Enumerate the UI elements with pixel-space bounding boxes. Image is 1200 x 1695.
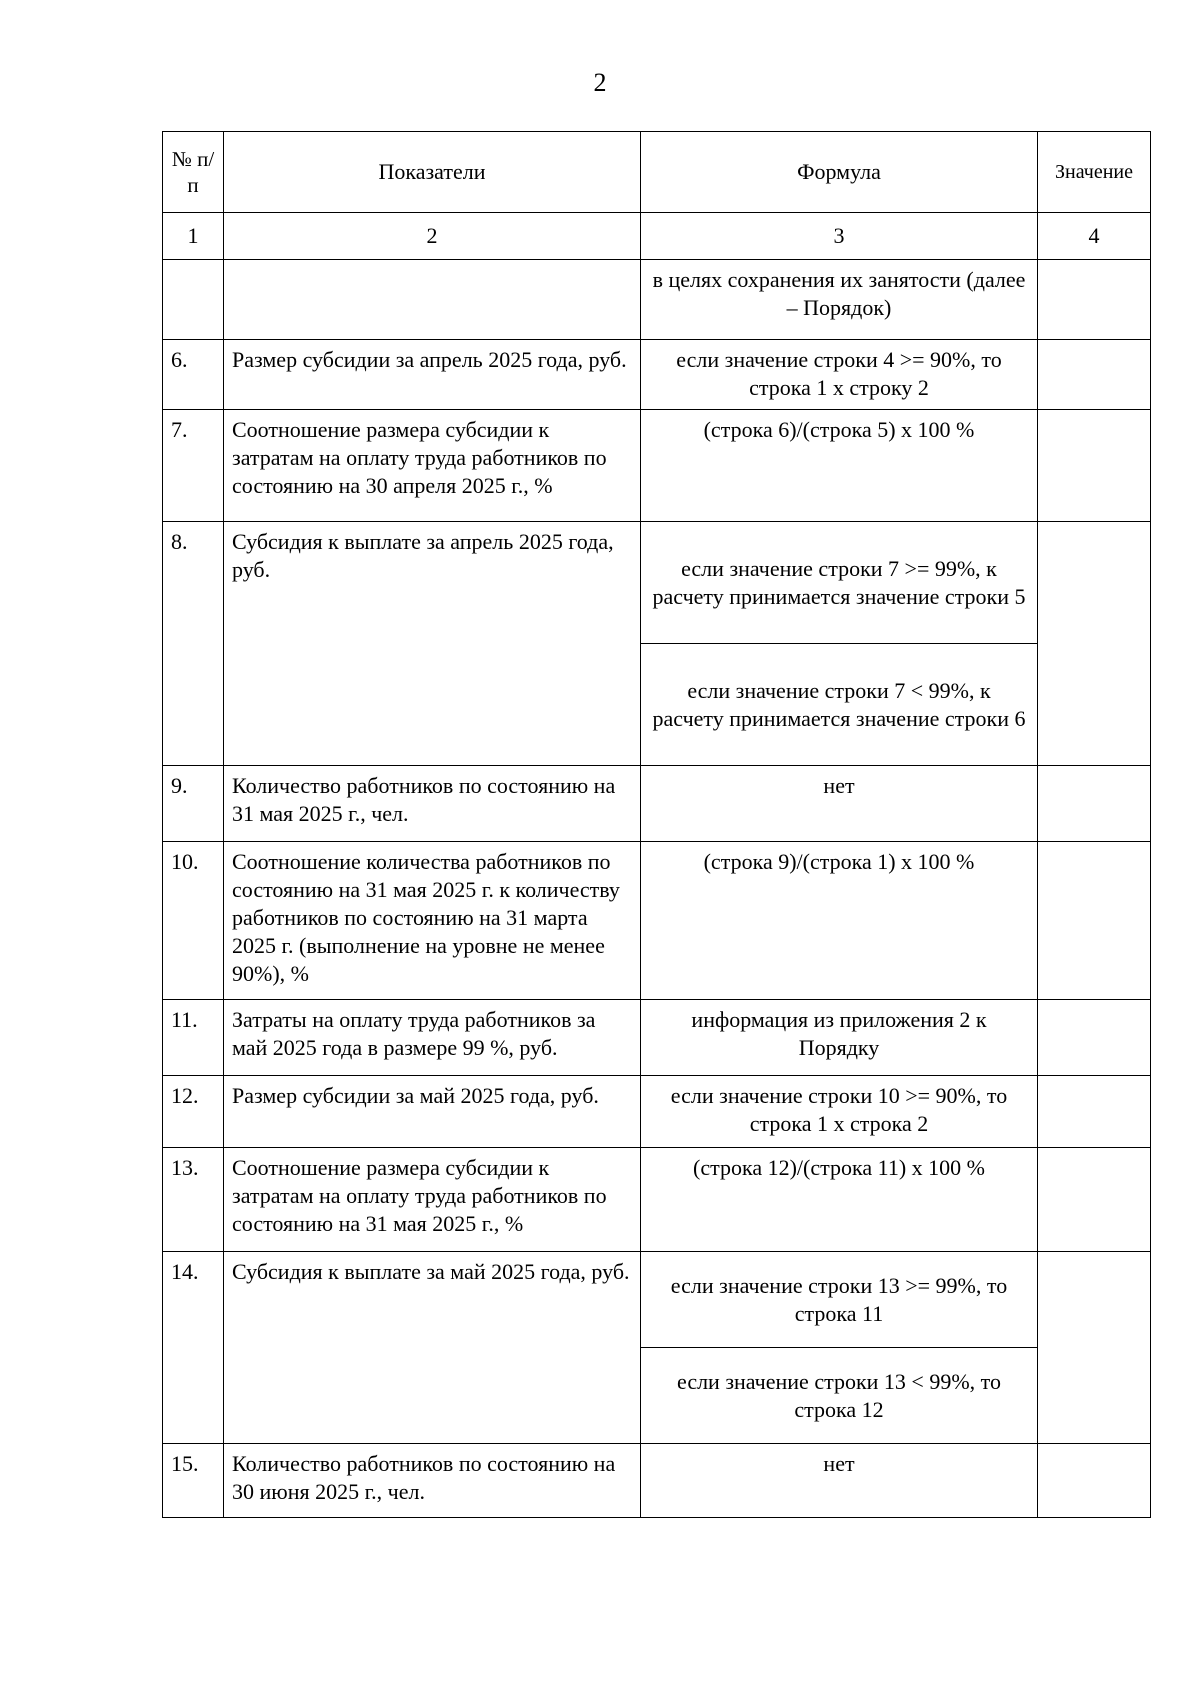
- row-indicator-cell: Субсидия к выплате за май 2025 года, руб.: [224, 1252, 641, 1444]
- table-row: [163, 1148, 1151, 1252]
- row-num-cell: [163, 260, 224, 340]
- row-formula-cell: если значение строки 4 >= 90%, то строка 1 х строку 2: [641, 340, 1038, 410]
- row-value-cell: [1038, 842, 1151, 1000]
- page-number: 2: [593, 68, 607, 97]
- row-indicator-cell: Количество работников по состоянию на 31 мая 2025 г., чел.: [224, 766, 641, 842]
- row-formula-cell: (строка 6)/(строка 5) х 100 %: [641, 410, 1038, 522]
- row-formula-cell: нет: [641, 766, 1038, 842]
- table-row: [163, 1076, 1151, 1148]
- row-formula-cell: если значение строки 7 >= 99%, к расчету принимается значение строки 5: [641, 522, 1038, 644]
- column-number: 3: [641, 213, 1038, 260]
- row-formula-cell: если значение строки 13 >= 99%, то строка 11: [641, 1252, 1038, 1348]
- row-formula-cell: нет: [641, 1444, 1038, 1518]
- table-row: [163, 522, 1151, 644]
- row-indicator-cell: Затраты на оплату труда работников за май 2025 года в размере 99 %, руб.: [224, 1000, 641, 1076]
- table-row: [163, 1444, 1151, 1518]
- row-indicator-cell: Количество работников по состоянию на 30 июня 2025 г., чел.: [224, 1444, 641, 1518]
- row-value-cell: [1038, 1444, 1151, 1518]
- table-row: [163, 1000, 1151, 1076]
- row-formula-cell: если значение строки 7 < 99%, к расчету принимается значение строки 6: [641, 644, 1038, 766]
- row-indicator-cell: Размер субсидии за май 2025 года, руб.: [224, 1076, 641, 1148]
- row-num-cell: 10.: [163, 842, 224, 1000]
- row-num-cell: 8.: [163, 522, 224, 766]
- row-value-cell: [1038, 410, 1151, 522]
- row-indicator-cell: Соотношение размера субсидии к затратам на оплату труда работников по состоянию на 30 апреля 2025 г., %: [224, 410, 641, 522]
- column-number: 1: [163, 213, 224, 260]
- table-row: [163, 766, 1151, 842]
- row-value-cell: [1038, 260, 1151, 340]
- row-num-cell: 15.: [163, 1444, 224, 1518]
- row-formula-cell: (строка 12)/(строка 11) х 100 %: [641, 1148, 1038, 1252]
- row-indicator-cell: [224, 260, 641, 340]
- row-indicator-cell: Субсидия к выплате за апрель 2025 года, руб.: [224, 522, 641, 766]
- row-formula-cell: если значение строки 13 < 99%, то строка 12: [641, 1348, 1038, 1444]
- row-value-cell: [1038, 1252, 1151, 1444]
- table-row-continuation: [163, 260, 1151, 340]
- row-value-cell: [1038, 522, 1151, 766]
- row-value-cell: [1038, 340, 1151, 410]
- header-indicator: Показатели: [224, 132, 641, 213]
- header-num: № п/п: [163, 132, 224, 213]
- header-formula: Формула: [641, 132, 1038, 213]
- table-row: [163, 842, 1151, 1000]
- table-header-row: [163, 132, 1151, 213]
- row-num-cell: 7.: [163, 410, 224, 522]
- table-row: [163, 410, 1151, 522]
- row-value-cell: [1038, 1076, 1151, 1148]
- row-value-cell: [1038, 1000, 1151, 1076]
- row-value-cell: [1038, 1148, 1151, 1252]
- row-num-cell: 13.: [163, 1148, 224, 1252]
- row-value-cell: [1038, 766, 1151, 842]
- row-num-cell: 9.: [163, 766, 224, 842]
- row-indicator-cell: Размер субсидии за апрель 2025 года, руб.: [224, 340, 641, 410]
- row-formula-cell: (строка 9)/(строка 1) х 100 %: [641, 842, 1038, 1000]
- row-indicator-cell: Соотношение размера субсидии к затратам на оплату труда работников по состоянию на 31 мая 2025 г., %: [224, 1148, 641, 1252]
- table-row: [163, 340, 1151, 410]
- row-num-cell: 12.: [163, 1076, 224, 1148]
- column-number-row: [163, 213, 1151, 260]
- row-num-cell: 6.: [163, 340, 224, 410]
- column-number: 4: [1038, 213, 1151, 260]
- header-value: Значение: [1038, 132, 1151, 213]
- row-formula-cell: информация из приложения 2 к Порядку: [641, 1000, 1038, 1076]
- column-number: 2: [224, 213, 641, 260]
- row-indicator-cell: Соотношение количества работников по состоянию на 31 мая 2025 г. к количеству работников по состоянию на 31 марта 2025 г. (выполнение на уровне не менее 90%), %: [224, 842, 641, 1000]
- indicators-table: [162, 131, 1151, 1518]
- row-formula-cell: если значение строки 10 >= 90%, то строка 1 х строка 2: [641, 1076, 1038, 1148]
- table-row: [163, 1252, 1151, 1348]
- row-num-cell: 11.: [163, 1000, 224, 1076]
- row-num-cell: 14.: [163, 1252, 224, 1444]
- row-formula-cell: в целях сохранения их занятости (далее – Порядок): [641, 260, 1038, 340]
